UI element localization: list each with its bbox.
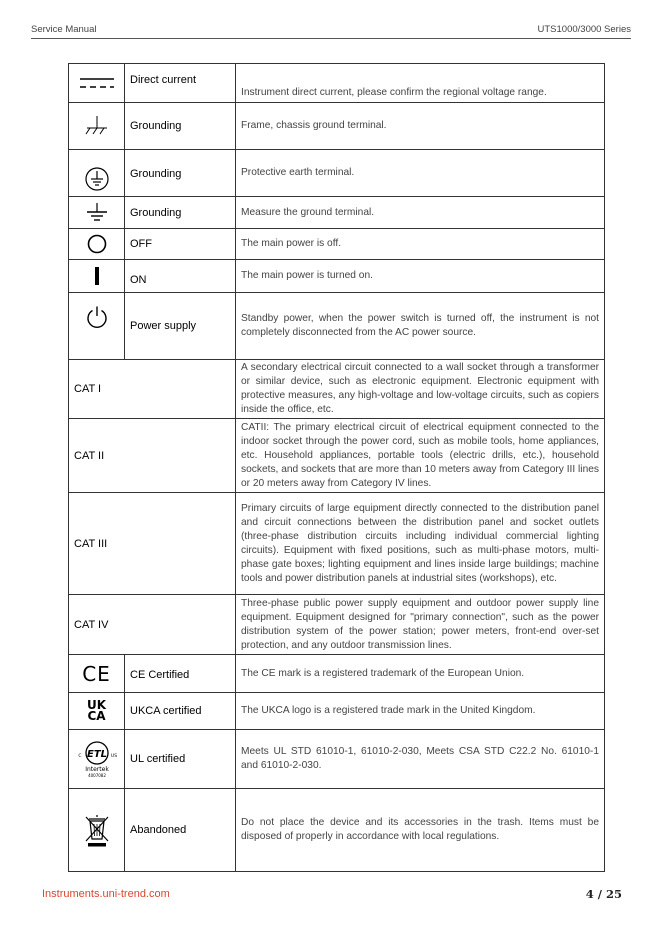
table-row [69,493,605,595]
category-description: CATII: The primary electrical circuit of electrical equipment connected to the indoor socket through the power cord, such as mobile tools, home appliances, etc. Household appliances, portable tools (electric drills, etc.), household sockets, and sockets that are more than 10 meters away from Category III lines or 20 meters away from Category IV lines. [236,419,605,493]
symbol-name: Grounding [125,103,236,150]
page-header [31,24,631,39]
footer-page-number: 4 / 25 [585,887,622,901]
table-row [69,64,605,103]
table-row [69,419,605,493]
svg-text:C: C [77,754,82,759]
symbol-description: Instrument direct current, please confirm the regional voltage range. [236,64,605,103]
symbol-description: Frame, chassis ground terminal. [236,103,605,150]
symbol-description: Meets UL STD 61010-1, 61010-2-030, Meets CSA STD C22.2 No. 61010-1 and 61010-2-030. [236,730,605,789]
svg-text:4007082: 4007082 [87,773,106,778]
protective-earth-icon [69,150,125,197]
standby-power-icon [69,293,125,360]
weee-bin-icon [69,789,125,872]
symbol-name: UKCA certified [125,693,236,730]
frame-ground-icon [69,103,125,150]
table-row [69,595,605,655]
ukca-mark-icon: UK CA [69,693,125,730]
symbol-description: Do not place the device and its accessories in the trash. Items must be disposed of properly in accordance with local regulations. [236,789,605,872]
category-name: CAT III [69,493,236,595]
table-row [69,197,605,229]
symbol-description: The main power is turned on. [236,260,605,293]
table-row [69,150,605,197]
category-name: CAT I [69,360,236,419]
symbol-name: Abandoned [125,789,236,872]
symbol-name: UL certified [125,730,236,789]
symbol-description: Standby power, when the power switch is turned off, the instrument is not completely disconnected from the AC power source. [236,293,605,360]
svg-text:Intertek: Intertek [84,766,109,773]
direct-current-icon [69,64,125,103]
symbol-description: The CE mark is a registered trademark of the European Union. [236,655,605,693]
svg-text:ETL: ETL [86,749,107,760]
table-row [69,260,605,293]
table-row [69,229,605,260]
table-row [69,693,605,730]
symbol-description: The main power is off. [236,229,605,260]
power-on-icon [69,260,125,293]
table-row [69,730,605,789]
footer-website-link[interactable]: Instruments.uni-trend.com [42,888,170,900]
ce-mark-icon: CE [69,655,125,693]
category-name: CAT II [69,419,236,493]
category-description: A secondary electrical circuit connected to a wall socket through a transformer or similar device, such as electronic equipment. Electronic equipment with protective measures, any high-voltage and low-voltage circuits, such as copiers inside the office, etc. [236,360,605,419]
symbol-name: Direct current [125,64,236,103]
table-row [69,789,605,872]
symbol-description: Measure the ground terminal. [236,197,605,229]
symbol-description: Protective earth terminal. [236,150,605,197]
table-row [69,103,605,150]
table-row [69,360,605,419]
category-name: CAT IV [69,595,236,655]
svg-text:US: US [110,754,117,759]
symbol-name: OFF [125,229,236,260]
table-row [69,293,605,360]
symbol-table [68,63,605,872]
category-description: Primary circuits of large equipment directly connected to the distribution panel and circuit connections between the distribution panel and socket outlets (three-phase distribution circuits including individual commercial lighting circuits). Equipment with fixed positions, such as multi-phase motors, multi-phase gate boxes; lighting equipment and lines inside large buildings; machine tools and power distribution panels at industrial sites (workshops), etc. [236,493,605,595]
power-off-icon [69,229,125,260]
symbol-name: Grounding [125,150,236,197]
table-row [69,655,605,693]
symbol-name: Grounding [125,197,236,229]
symbol-name: ON [125,260,236,293]
header-series: UTS1000/3000 Series [537,24,631,35]
category-description: Three-phase public power supply equipment and outdoor power supply line equipment. Equipment designed for "primary connection", such as the power distribution system of the power station; power meters, front-end over-set protection, and any outdoor transmission lines. [236,595,605,655]
etl-mark-icon [69,730,125,789]
symbol-name: CE Certified [125,655,236,693]
header-manual-title: Service Manual [31,24,97,35]
symbol-description: The UKCA logo is a registered trade mark in the United Kingdom. [236,693,605,730]
symbol-name: Power supply [125,293,236,360]
measure-ground-icon [69,197,125,229]
